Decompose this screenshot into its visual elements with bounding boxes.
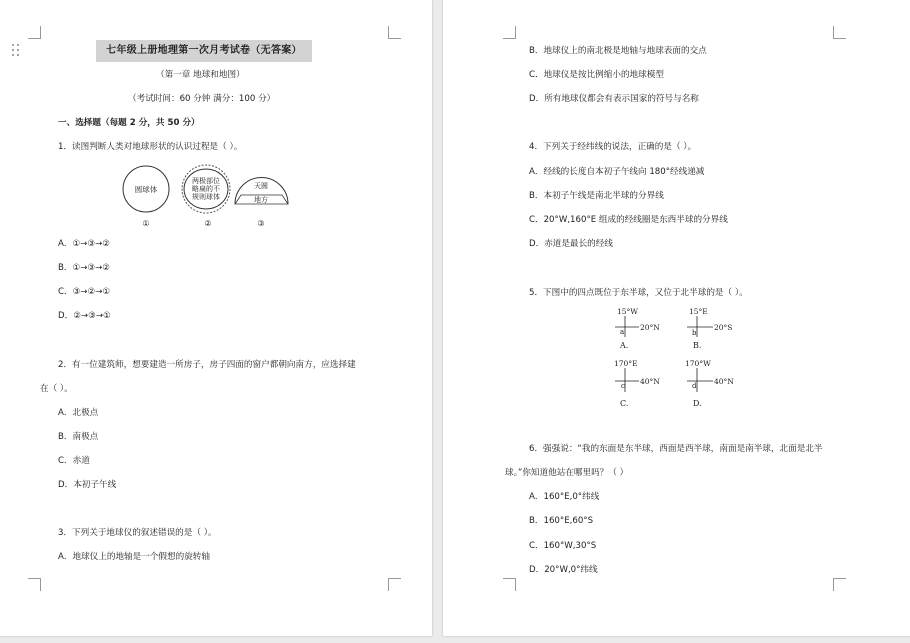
chapter-subtitle: （第一章 地球和地图） (156, 70, 245, 80)
margin-corner-mark (503, 578, 516, 591)
coord-point-label: a (620, 328, 625, 336)
coord-option-label: D. (693, 399, 702, 408)
figure-number: ② (204, 219, 212, 228)
margin-corner-mark (388, 26, 401, 39)
coord-lat-label: 40°N (714, 377, 734, 386)
coord-option-label: A. (620, 341, 629, 350)
earth-shape-figure (118, 164, 294, 230)
figure-3-top: 天圆 (254, 182, 268, 190)
q1-option-c: C．③→②→① (58, 287, 111, 297)
section-heading: 一、选择题（每题 2 分，共 50 分） (58, 118, 200, 128)
coord-lat-label: 20°N (640, 323, 660, 332)
q1-option-b: B．①→③→② (58, 263, 111, 273)
coord-option-label: B. (693, 341, 702, 350)
question-5-stem: 5．下图中的四点既位于东半球，又位于北半球的是（ ）。 (529, 288, 748, 298)
document-page-left (0, 0, 432, 636)
figure-number: ③ (257, 219, 265, 228)
coordinates-figure (609, 304, 749, 410)
q6-option-b: B．160°E,60°S (529, 516, 594, 526)
coord-lon-label: 170°W (685, 359, 711, 368)
margin-corner-mark (833, 578, 846, 591)
coord-lat-label: 40°N (640, 377, 660, 386)
q3-option-d: D．所有地球仪都会有表示国家的符号与名称 (529, 94, 699, 104)
coord-lon-label: 170°E (614, 359, 638, 368)
q4-option-b: B．本初子午线是南北半球的分界线 (529, 191, 664, 201)
figure-1-label: 圆球体 (134, 185, 158, 194)
question-1-stem: 1．读图判断人类对地球形状的认识过程是（ ）。 (58, 142, 243, 152)
question-3-stem: 3．下列关于地球仪的叙述错误的是（ ）。 (58, 528, 217, 538)
q2-option-c: C．赤道 (58, 456, 90, 466)
q3-option-c: C．地球仪是按比例缩小的地球模型 (529, 70, 664, 80)
document-title: 七年级上册地理第一次月考试卷（无答案） (96, 40, 312, 62)
coord-point-label: b (692, 329, 697, 337)
figure-number: ① (142, 219, 150, 228)
q3-option-b: B．地球仪上的南北极是地轴与地球表面的交点 (529, 46, 707, 56)
margin-corner-mark (388, 578, 401, 591)
q2-option-b: B．南极点 (58, 432, 99, 442)
q1-option-a: A．①→③→② (58, 239, 110, 249)
coord-lon-label: 15°W (617, 307, 639, 316)
q1-option-d: D．②→③→① (58, 311, 111, 321)
q4-option-d: D．赤道是最长的经线 (529, 239, 613, 249)
document-page-right (443, 0, 910, 636)
q2-option-a: A．北极点 (58, 408, 99, 418)
margin-corner-mark (833, 26, 846, 39)
coord-lat-label: 20°S (714, 323, 733, 332)
margin-corner-mark (28, 578, 41, 591)
q6-option-c: C．160°W,30°S (529, 541, 597, 551)
figure-2-label: 规则球体 (192, 193, 220, 201)
q3-option-a: A．地球仪上的地轴是一个假想的旋转轴 (58, 552, 210, 562)
q4-option-c: C．20°W,160°E 组成的经线圈是东西半球的分界线 (529, 215, 728, 225)
figure-3-bottom: 地方 (254, 196, 268, 204)
q2-option-d: D．本初子午线 (58, 480, 117, 490)
q6-option-d: D．20°W,0°纬线 (529, 565, 598, 575)
coord-option-label: C. (620, 399, 629, 408)
coord-lon-label: 15°E (689, 307, 708, 316)
coord-point-label: d (692, 382, 697, 390)
q4-option-a: A．经线的长度自本初子午线向 180°经线递减 (529, 167, 705, 177)
margin-corner-mark (28, 26, 41, 39)
figure-2-label: 两极部位 (192, 177, 220, 185)
question-6-stem: 6．强强说：“我的东面是东半球，西面是西半球，南面是南半球，北面是北半 (529, 444, 823, 454)
question-2-stem: 2．有一位建筑师，想要建造一所房子，房子四面的窗户都朝向南方，应选择建 (58, 360, 356, 370)
question-6-stem-cont: 球。”你知道他站在哪里吗？（ ） (505, 468, 629, 478)
drag-handle-icon[interactable] (11, 44, 21, 57)
q6-option-a: A．160°E,0°纬线 (529, 492, 600, 502)
figure-2-label: 略扁的不 (192, 185, 220, 193)
coord-point-label: c (621, 382, 625, 390)
question-4-stem: 4．下列关于经纬线的说法，正确的是（ ）。 (529, 142, 697, 152)
margin-corner-mark (503, 26, 516, 39)
question-2-stem-cont: 在（ ）。 (40, 384, 73, 394)
exam-info: （考试时间：60 分钟 满分：100 分） (128, 94, 276, 104)
